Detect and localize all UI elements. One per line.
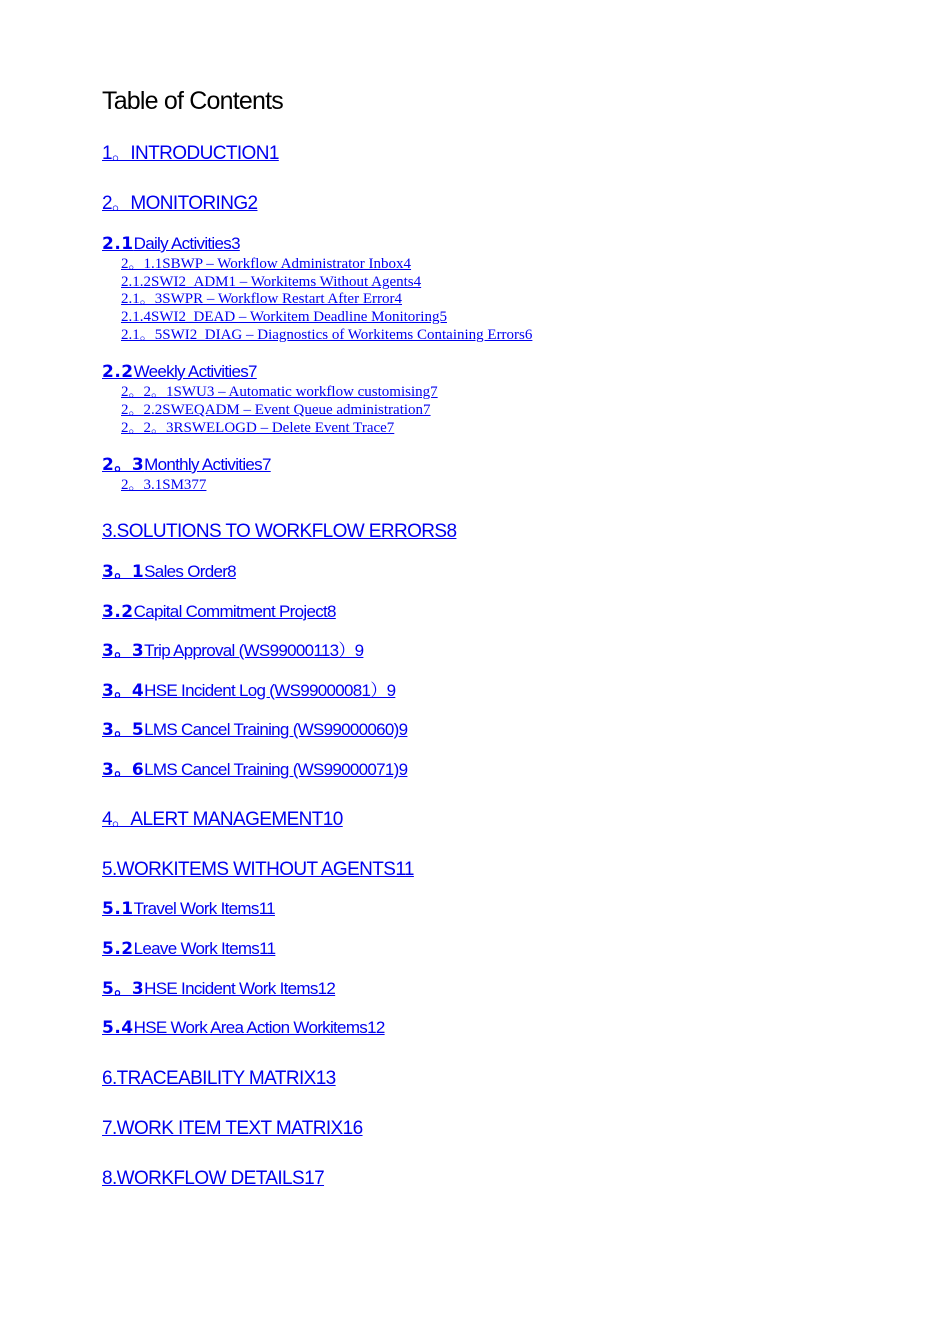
toc-link-swi2-diag[interactable]: 2.1。5SWI2_DIAG – Diagnostics of Workitems Containing Errors6: [121, 327, 533, 343]
toc-section-label: LMS Cancel Training (WS99000060)9: [144, 720, 408, 739]
toc-section-number: 3。1: [102, 562, 145, 582]
toc-link-trip-approval[interactable]: [102, 640, 363, 662]
toc-link-introduction[interactable]: 1。INTRODUCTION1: [102, 143, 279, 164]
toc-link-work-item-text-matrix[interactable]: 7.WORK ITEM TEXT MATRIX16: [102, 1118, 363, 1139]
toc-link-hse-incident-work-items[interactable]: [102, 978, 335, 1000]
toc-section-label: LMS Cancel Training (WS99000071)9: [144, 760, 408, 779]
page-title: Table of Contents: [102, 87, 283, 115]
toc-section-number: 2.1: [102, 234, 134, 254]
toc-link-alert-management[interactable]: 4。ALERT MANAGEMENT10: [102, 809, 343, 830]
toc-section-label: Sales Order8: [144, 562, 236, 581]
toc-section-number: 3.2: [102, 602, 134, 622]
toc-section-number: 3。5: [102, 720, 145, 740]
toc-section-label: HSE Incident Log (WS99000081）9: [144, 681, 396, 700]
toc-section-number: 2.2: [102, 362, 134, 382]
toc-link-daily-activities[interactable]: [102, 233, 240, 255]
toc-link-leave-work-items[interactable]: [102, 938, 275, 960]
toc-section-number: 3。3: [102, 641, 145, 661]
toc-link-workitems-without-agents[interactable]: 5.WORKITEMS WITHOUT AGENTS11: [102, 859, 414, 880]
toc-section-label: Trip Approval (WS99000113）9: [144, 641, 364, 660]
toc-link-lms-cancel-training-60[interactable]: [102, 719, 407, 741]
toc-link-swi2-dead[interactable]: 2.1.4SWI2_DEAD – Workitem Deadline Monitoring5: [121, 309, 447, 325]
toc-section-label: Daily Activities3: [133, 234, 240, 253]
toc-section-label: Travel Work Items11: [133, 899, 275, 918]
toc-link-monitoring[interactable]: 2。MONITORING2: [102, 193, 258, 214]
toc-link-swi2-adm1[interactable]: 2.1.2SWI2_ADM1 – Workitems Without Agents4: [121, 274, 422, 290]
toc-link-rswelogd[interactable]: 2。2。3RSWELOGD – Delete Event Trace7: [121, 420, 395, 436]
toc-section-number: 5.4: [102, 1018, 134, 1038]
toc-section-number: 2。3: [102, 455, 145, 475]
toc-link-capital-commitment-project[interactable]: [102, 601, 336, 623]
toc-section-number: 5。3: [102, 979, 145, 999]
toc-link-swu3[interactable]: 2。2。1SWU3 – Automatic workflow customising7: [121, 384, 438, 400]
toc-section-number: 3。6: [102, 760, 145, 780]
toc-link-lms-cancel-training-71[interactable]: [102, 759, 407, 781]
toc-section-label: HSE Work Area Action Workitems12: [133, 1018, 385, 1037]
toc-link-traceability-matrix[interactable]: 6.TRACEABILITY MATRIX13: [102, 1068, 336, 1089]
toc-link-hse-work-area-action-workitems[interactable]: [102, 1017, 385, 1039]
toc-section-number: 3。4: [102, 681, 145, 701]
toc-link-weekly-activities[interactable]: [102, 361, 257, 383]
toc-section-number: 5.1: [102, 899, 134, 919]
toc-link-sales-order[interactable]: [102, 561, 236, 583]
toc-section-label: Weekly Activities7: [133, 362, 257, 381]
toc-section-label: Leave Work Items11: [133, 939, 276, 958]
toc-link-solutions-to-workflow-errors[interactable]: 3.SOLUTIONS TO WORKFLOW ERRORS8: [102, 521, 457, 542]
toc-section-number: 5.2: [102, 939, 134, 959]
toc-link-monthly-activities[interactable]: [102, 454, 271, 476]
toc-link-sweqadm[interactable]: 2。2.2SWEQADM – Event Queue administration7: [121, 402, 431, 418]
toc-section-label: Capital Commitment Project8: [133, 602, 336, 621]
toc-section-label: Monthly Activities7: [144, 455, 271, 474]
toc-link-hse-incident-log[interactable]: [102, 680, 395, 702]
toc-section-label: HSE Incident Work Items12: [144, 979, 336, 998]
toc-link-sm37[interactable]: 2。3.1SM377: [121, 477, 207, 493]
toc-link-swpr[interactable]: 2.1。3SWPR – Workflow Restart After Error4: [121, 291, 402, 307]
toc-link-sbwp[interactable]: 2。1.1SBWP – Workflow Administrator Inbox4: [121, 256, 412, 272]
toc-link-travel-work-items[interactable]: [102, 898, 275, 920]
toc-link-workflow-details[interactable]: 8.WORKFLOW DETAILS17: [102, 1168, 325, 1189]
